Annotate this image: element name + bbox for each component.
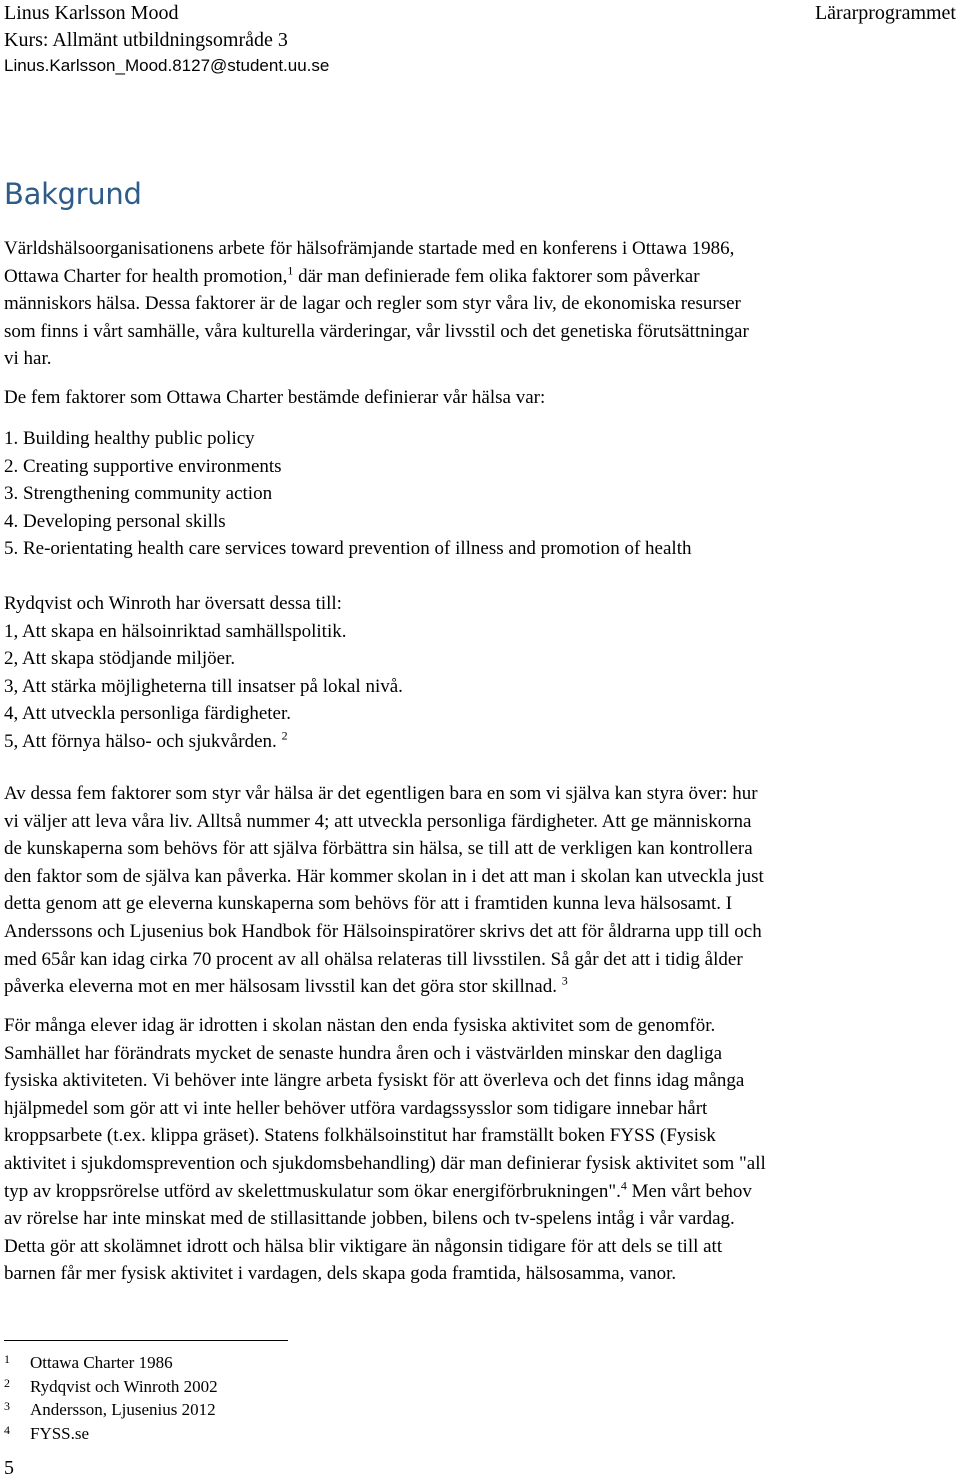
footnote-ref: 1 [287,263,294,278]
text-line: de kunskaperna som behövs för att själva förbättra sin hälsa, se till att de verkligen kan kontrollera [4,838,753,860]
paragraph-physical-activity [4,1012,956,1288]
section-title: Bakgrund [4,177,142,211]
text-line: barnen får mer fysisk aktivitet i vardagen, dels skapa goda framtida, hälsosamma, vanor. [4,1263,677,1285]
footnote-text: FYSS.se [30,1423,90,1443]
text-span: Ottawa Charter for health promotion, [4,265,288,287]
footnote-text: Ottawa Charter 1986 [30,1353,173,1372]
text-line: detta genom att ge eleverna kunskaperna som behövs för att i framtiden kunna leva hälsosamt. I [4,893,733,915]
factor-list-english [4,425,956,563]
list-item: 3. Strengthening community action [4,483,273,505]
text-line: vi har. [4,348,52,370]
paragraph-background [4,235,956,373]
text-line: Samhället har förändrats mycket de senaste hundra åren och i västvärlden minskar den dagliga [4,1042,723,1064]
header-email: Linus.Karlsson_Mood.8127@student.uu.se [4,56,330,75]
footnote-ref: 4 [620,1178,627,1193]
footnote-text: Rydqvist och Winroth 2002 [30,1376,218,1396]
text-line: Anderssons och Ljusenius bok Handbok för Hälsoinspiratörer skrivs det att för åldrarna upp till och [4,920,762,942]
footnote [4,1398,218,1422]
list-item: 2, Att skapa stödjande miljöer. [4,648,236,670]
text-line: kroppsarbete (t.ex. klippa gräset). Statens folkhälsoinstitut har framställt boken FYSS (Fysisk [4,1125,716,1147]
factor-list-swedish [4,590,956,756]
text-span: där man definierade fem olika faktorer som påverkar [293,265,700,287]
footnote-ref: 3 [561,973,568,988]
footnote-number: 1 [4,1352,10,1366]
text-line [4,263,956,291]
footnote [4,1375,218,1399]
footnote-text: Andersson, Ljusenius 2012 [30,1400,216,1419]
text-line: Världshälsoorganisationens arbete för hälsofrämjande startade med en konferens i Ottawa 1986, [4,238,735,259]
text-line: aktivitet i sjukdomsprevention och sjukdomsbehandling) där man definierar fysisk aktivitet som "all [4,1152,766,1174]
text-line: Av dessa fem faktorer som styr vår hälsa är det egentligen bara en som vi själva kan styra över: hur [4,783,758,804]
footnote-number: 3 [4,1399,10,1413]
footnotes [4,1351,218,1445]
header-author: Linus Karlsson Mood [4,2,179,24]
text-line: För många elever idag är idrotten i skolan nästan den enda fysiska aktivitet som de genomför. [4,1015,716,1036]
text-span: 5, Att förnya hälso- och sjukvården. [4,730,277,752]
text-line: vi väljer att leva våra liv. Alltså nummer 4; att utveckla personliga färdigheter. Att ge människorna [4,810,752,832]
page-number: 5 [4,1457,14,1479]
list-item: 2. Creating supportive environments [4,455,282,477]
text-line [4,1178,956,1206]
text-line: fysiska aktiviteten. Vi behöver inte längre arbeta fysiskt för att överleva och det finns idag många [4,1070,745,1092]
footnote-ref: 2 [281,728,288,743]
text-line: av rörelse har inte minskat med de stillasittande jobben, bilens och tv-spelens intåg i vår vardag. [4,1208,735,1230]
list-item: 4. Developing personal skills [4,510,226,532]
list-item: 1. Building healthy public policy [4,428,255,449]
list-item: 1, Att skapa en hälsoinriktad samhällspolitik. [4,620,347,642]
footnote-divider [4,1340,288,1341]
text-span: Men vårt behov [626,1180,752,1202]
header-author-block [4,0,329,78]
paragraph-personal-skills [4,780,956,1001]
header-course: Kurs: Allmänt utbildningsområde 3 [4,29,288,51]
list-item: 5. Re-orientating health care services toward prevention of illness and promotion of health [4,538,692,560]
list-item: 4, Att utveckla personliga färdigheter. [4,703,292,725]
paragraph-intro-factors: De fem faktorer som Ottawa Charter bestämde definierar vår hälsa var: [4,387,546,408]
text-span: påverka eleverna mot en mer hälsosam livsstil kan det göra stor skillnad. [4,976,557,998]
text-line: Detta gör att skolämnet idrott och hälsa blir viktigare än någonsin tidigare för att dels se till att [4,1235,723,1257]
text-line: med 65år kan idag cirka 70 procent av all ohälsa relateras till livsstilen. Så går det att i tidig ålder [4,948,743,970]
text-line: den faktor som de själva kan påverka. Här kommer skolan in i det att man i skolan kan utveckla just [4,865,764,887]
footnote-number: 4 [4,1422,10,1437]
footnote-number: 2 [4,1375,10,1390]
text-line: hjälpmedel som gör att vi inte heller behöver utföra vardagssysslor som tidigare innebar hårt [4,1097,708,1119]
footnote [4,1351,218,1375]
list-intro: Rydqvist och Winroth har översatt dessa till: [4,593,342,614]
header-program: Lärarprogrammet [814,2,956,24]
text-line: människors hälsa. Dessa faktorer är de lagar och regler som styr våra liv, de ekonomiska resurser [4,293,741,315]
text-span: typ av kroppsrörelse utförd av skelettmuskulatur som ökar energiförbrukningen". [4,1180,621,1202]
text-line [4,973,956,1001]
list-item: 3, Att stärka möjligheterna till insatser på lokal nivå. [4,675,403,697]
text-line: som finns i vårt samhälle, våra kulturella värderingar, vår livsstil och det genetiska förutsättningar [4,320,749,342]
footnote [4,1422,218,1446]
list-item [4,728,956,756]
